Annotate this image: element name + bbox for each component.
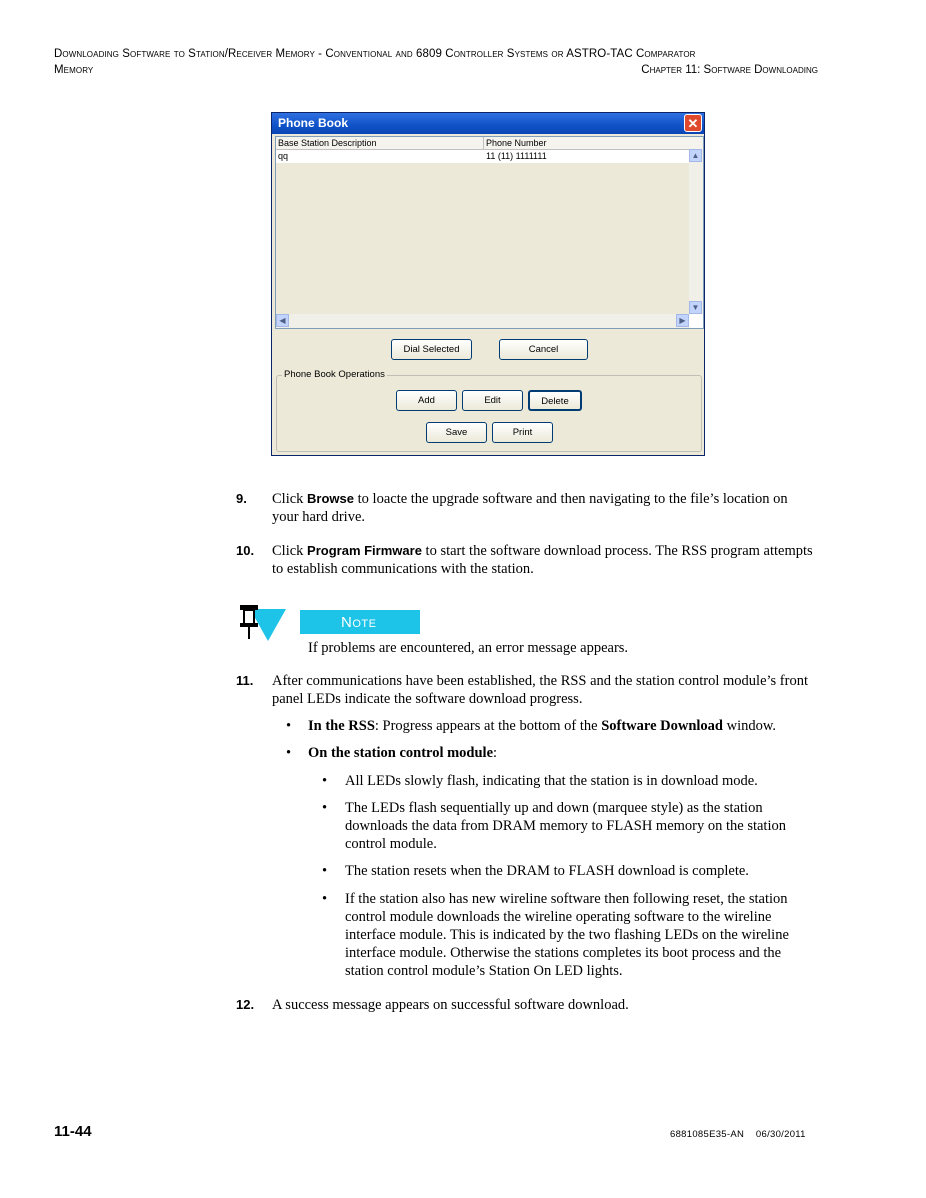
- bullet-mark: •: [286, 718, 292, 734]
- edit-button[interactable]: Edit: [462, 390, 523, 411]
- dialog-title: Phone Book: [278, 116, 349, 130]
- chapter-title: Chapter 11: Software Downloading: [641, 64, 818, 76]
- dialog-title-bar: [272, 113, 704, 134]
- table-row[interactable]: [276, 150, 703, 162]
- step-number: 11.: [236, 673, 254, 688]
- add-button[interactable]: Add: [396, 390, 457, 411]
- phone-book-table[interactable]: [275, 136, 704, 329]
- document-id: 6881085E35-AN 06/30/2011: [670, 1129, 806, 1140]
- note-label: Note: [341, 614, 377, 631]
- table-empty-area: [276, 163, 689, 314]
- table-header: [276, 137, 703, 150]
- delete-button[interactable]: Delete: [528, 390, 582, 411]
- step-number: 10.: [236, 543, 255, 558]
- note-pushpin-icon: [236, 603, 288, 643]
- column-header-description[interactable]: Base Station Description: [276, 137, 484, 149]
- close-icon[interactable]: ✕: [684, 114, 702, 132]
- row-description: qq: [278, 151, 289, 161]
- page-number: 11-44: [54, 1123, 92, 1140]
- vertical-scrollbar[interactable]: [689, 149, 703, 314]
- step-text: Click Browse to loacte the upgrade software and then navigating to the file’s location on your hard drive.: [272, 491, 788, 525]
- step-text: After communications have been established, the RSS and the station control module’s front panel LEDs indicate the software download progress.: [272, 673, 808, 707]
- scroll-right-icon[interactable]: ▶: [676, 314, 689, 327]
- note-text: If problems are encountered, an error message appears.: [308, 640, 629, 656]
- step-number: 9.: [236, 491, 247, 506]
- ui-term-program-firmware: Program Firmware: [307, 543, 422, 558]
- running-header-line1: Downloading Software to Station/Receiver Memory - Conventional and 6809 Controller Systems or ASTRO-TAC Comparator: [54, 48, 696, 60]
- horizontal-scrollbar[interactable]: [276, 314, 689, 328]
- running-header-line2: Memory: [54, 64, 94, 76]
- phone-book-operations-group: [276, 369, 702, 452]
- scroll-left-icon[interactable]: ◀: [276, 314, 289, 327]
- cancel-button[interactable]: Cancel: [499, 339, 588, 360]
- step-text: Click Program Firmware to start the software download process. The RSS program attempts to establish communications with the station.: [272, 543, 813, 577]
- print-button[interactable]: Print: [492, 422, 553, 443]
- dial-selected-button[interactable]: Dial Selected: [391, 339, 472, 360]
- column-header-phone[interactable]: Phone Number: [486, 138, 547, 148]
- row-phone: 11 (11) 1111111: [486, 151, 547, 161]
- scroll-down-icon[interactable]: ▼: [689, 301, 702, 314]
- step-number: 12.: [236, 997, 255, 1012]
- step-text: A success message appears on successful software download.: [272, 997, 629, 1013]
- save-button[interactable]: Save: [426, 422, 487, 443]
- ui-term-browse: Browse: [307, 491, 355, 506]
- group-label: Phone Book Operations: [284, 369, 385, 380]
- phone-book-dialog: [271, 112, 705, 456]
- bullet-mark: •: [286, 745, 292, 761]
- scroll-up-icon[interactable]: ▲: [689, 149, 702, 162]
